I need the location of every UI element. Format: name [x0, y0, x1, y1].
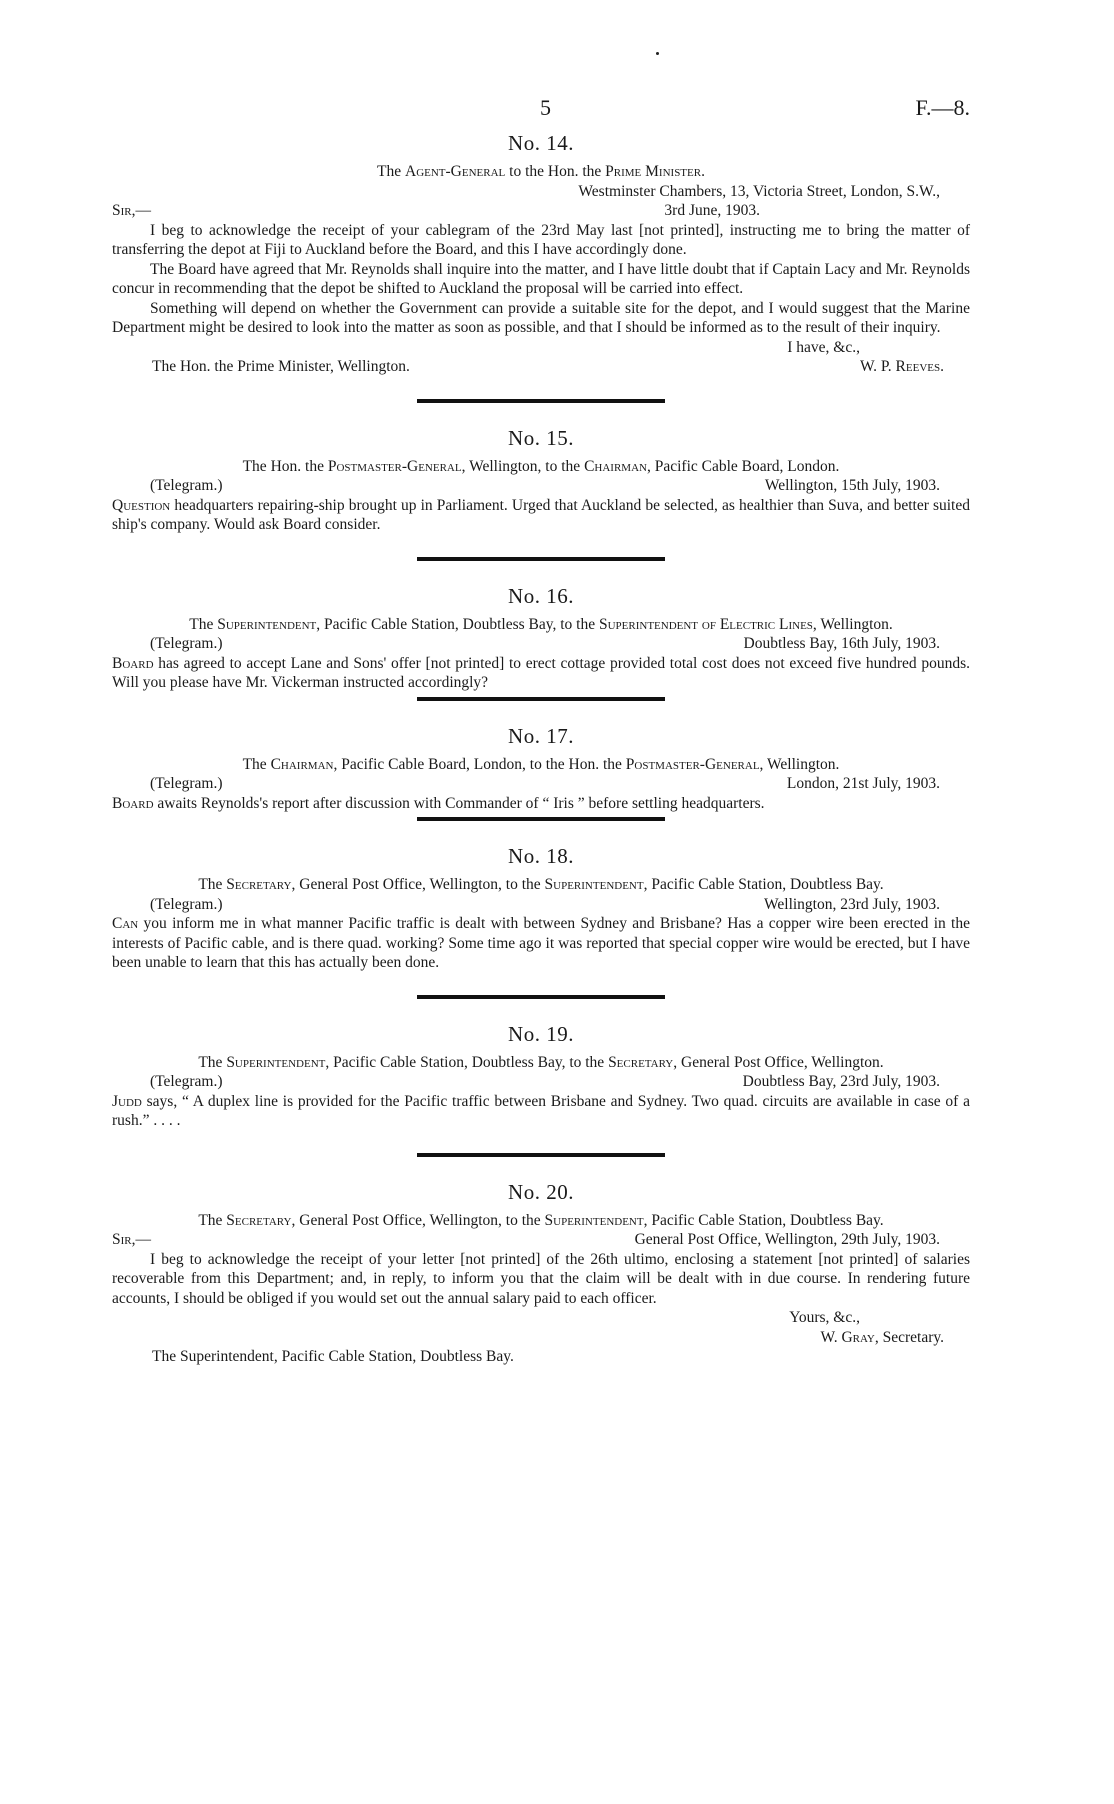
letter-heading: The Secretary, General Post Office, Wellington, to the Superintendent, Pacific Cable Station, Doubtless Bay. — [198, 1211, 884, 1229]
telegram-body: Can you inform me in what manner Pacific traffic is dealt with between Sydney and Brisbane? Has a copper wire been erected in the interests of Pacific cable, and is there quad. working? Some time ago it was reported that special copper wire would be erected, but I have been unable to learn that this has actually been done. — [112, 915, 970, 971]
telegram-label: (Telegram.) — [150, 895, 223, 913]
telegram-body: Judd says, “ A duplex line is provided for the Pacific traffic between Brisbane and Sydney. Two quad. circuits are available in case of a rush.” . . . . — [112, 1092, 970, 1129]
letter-heading: The Secretary, General Post Office, Wellington, to the Superintendent, Pacific Cable Station, Doubtless Bay. — [198, 876, 884, 893]
letter-date: Wellington, 23rd July, 1903. — [764, 895, 940, 913]
letter-date: Doubtless Bay, 16th July, 1903. — [743, 635, 940, 652]
section-divider — [417, 557, 665, 561]
letter-number: No. 14. — [508, 131, 574, 155]
letter-number: No. 15. — [508, 425, 574, 450]
letter-date: General Post Office, Wellington, 29th July, 1903. — [634, 1231, 940, 1248]
letter-19 — [112, 1021, 970, 1131]
sender-address: Westminster Chambers, 13, Victoria Street, London, S.W., — [578, 182, 940, 200]
letter-number: No. 20. — [508, 1179, 574, 1204]
telegram-body: Board has agreed to accept Lane and Sons' offer [not printed] to erect cottage provided total cost does not exceed five hundred pounds. Will you please have Mr. Vickerman instructed accordingly? — [112, 654, 970, 691]
letter-14 — [112, 130, 970, 377]
paragraph: I beg to acknowledge the receipt of your cablegram of the 23rd May last [not printed], instructing me to bring the matter of transferring the depot at Fiji to Auckland before the Board, and this I have accordingly done. — [112, 221, 970, 258]
letter-number: No. 16. — [508, 583, 574, 608]
section-divider — [417, 1153, 665, 1157]
document-reference: F.—8. — [915, 95, 970, 120]
section-divider — [417, 697, 665, 701]
salutation: Sir,— — [112, 1231, 151, 1248]
page-header — [112, 90, 970, 130]
paragraph: The Board have agreed that Mr. Reynolds shall inquire into the matter, and I have little doubt that if Captain Lacy and Mr. Reynolds concur in recommending that the depot be shifted to Auckland the proposal will be carried into effect. — [112, 260, 970, 297]
letter-heading: The Superintendent, Pacific Cable Station, Doubtless Bay, to the Secretary, General Post Office, Wellington. — [198, 1053, 884, 1071]
letter-18 — [112, 843, 970, 973]
paragraph: Something will depend on whether the Government can provide a suitable site for the depot, and I would suggest that the Marine Department might be desired to look into the matter as soon as possible, and that I should be informed as to the result of their inquiry. — [112, 299, 970, 336]
paragraph: I beg to acknowledge the receipt of your letter [not printed] of the 26th ultimo, enclosing a statement [not printed] of salaries recoverable from this Department; and, in reply, to inform you that the claim will be dealt with in due course. In rendering future accounts, I should be obliged if you would set out the annual salary paid to each officer. — [112, 1250, 970, 1307]
section-divider — [417, 399, 665, 403]
closing: I have, &c., — [787, 338, 860, 356]
letter-number: No. 19. — [508, 1021, 574, 1046]
telegram-label: (Telegram.) — [150, 635, 223, 652]
section-divider — [417, 817, 665, 821]
letter-heading: The Agent-General to the Hon. the Prime Minister. — [377, 163, 705, 180]
section-divider — [417, 995, 665, 999]
telegram-label: (Telegram.) — [150, 477, 223, 494]
salutation: Sir,— — [112, 202, 151, 219]
letter-date: Wellington, 15th July, 1903. — [764, 477, 940, 494]
signature: W. Gray, Secretary. — [820, 1328, 944, 1346]
addressee: The Superintendent, Pacific Cable Station, Doubtless Bay. — [152, 1348, 514, 1365]
addressee: The Hon. the Prime Minister, Wellington. — [152, 358, 410, 375]
letter-17 — [112, 723, 970, 814]
document-page — [112, 90, 970, 1367]
letter-date: Doubtless Bay, 23rd July, 1903. — [742, 1073, 940, 1090]
letter-date: 3rd June, 1903. — [664, 202, 760, 219]
stray-mark — [656, 52, 659, 55]
letter-heading: The Chairman, Pacific Cable Board, London, to the Hon. the Postmaster-General, Wellington. — [242, 755, 840, 773]
telegram-label: (Telegram.) — [150, 775, 223, 792]
letter-date: London, 21st July, 1903. — [786, 775, 940, 792]
telegram-label: (Telegram.) — [150, 1073, 223, 1090]
telegram-body: Board awaits Reynolds's report after discussion with Commander of “ Iris ” before settling headquarters. — [112, 794, 765, 812]
signature: W. P. Reeves. — [859, 358, 944, 375]
letter-number: No. 17. — [508, 723, 574, 748]
letter-15 — [112, 425, 970, 535]
letter-20 — [112, 1179, 970, 1367]
letter-heading: The Superintendent, Pacific Cable Station, Doubtless Bay, to the Superintendent of Electric Lines, Wellington. — [189, 615, 893, 633]
letter-16 — [112, 583, 970, 693]
closing: Yours, &c., — [789, 1309, 860, 1326]
telegram-body: Question headquarters repairing-ship brought up in Parliament. Urged that Auckland be selected, as healthier than Suva, and better suited ship's company. Would ask Board consider. — [112, 496, 970, 533]
letter-number: No. 18. — [508, 844, 574, 868]
page-number: 5 — [540, 95, 551, 120]
letter-heading: The Hon. the Postmaster-General, Wellington, to the Chairman, Pacific Cable Board, London. — [242, 457, 840, 475]
